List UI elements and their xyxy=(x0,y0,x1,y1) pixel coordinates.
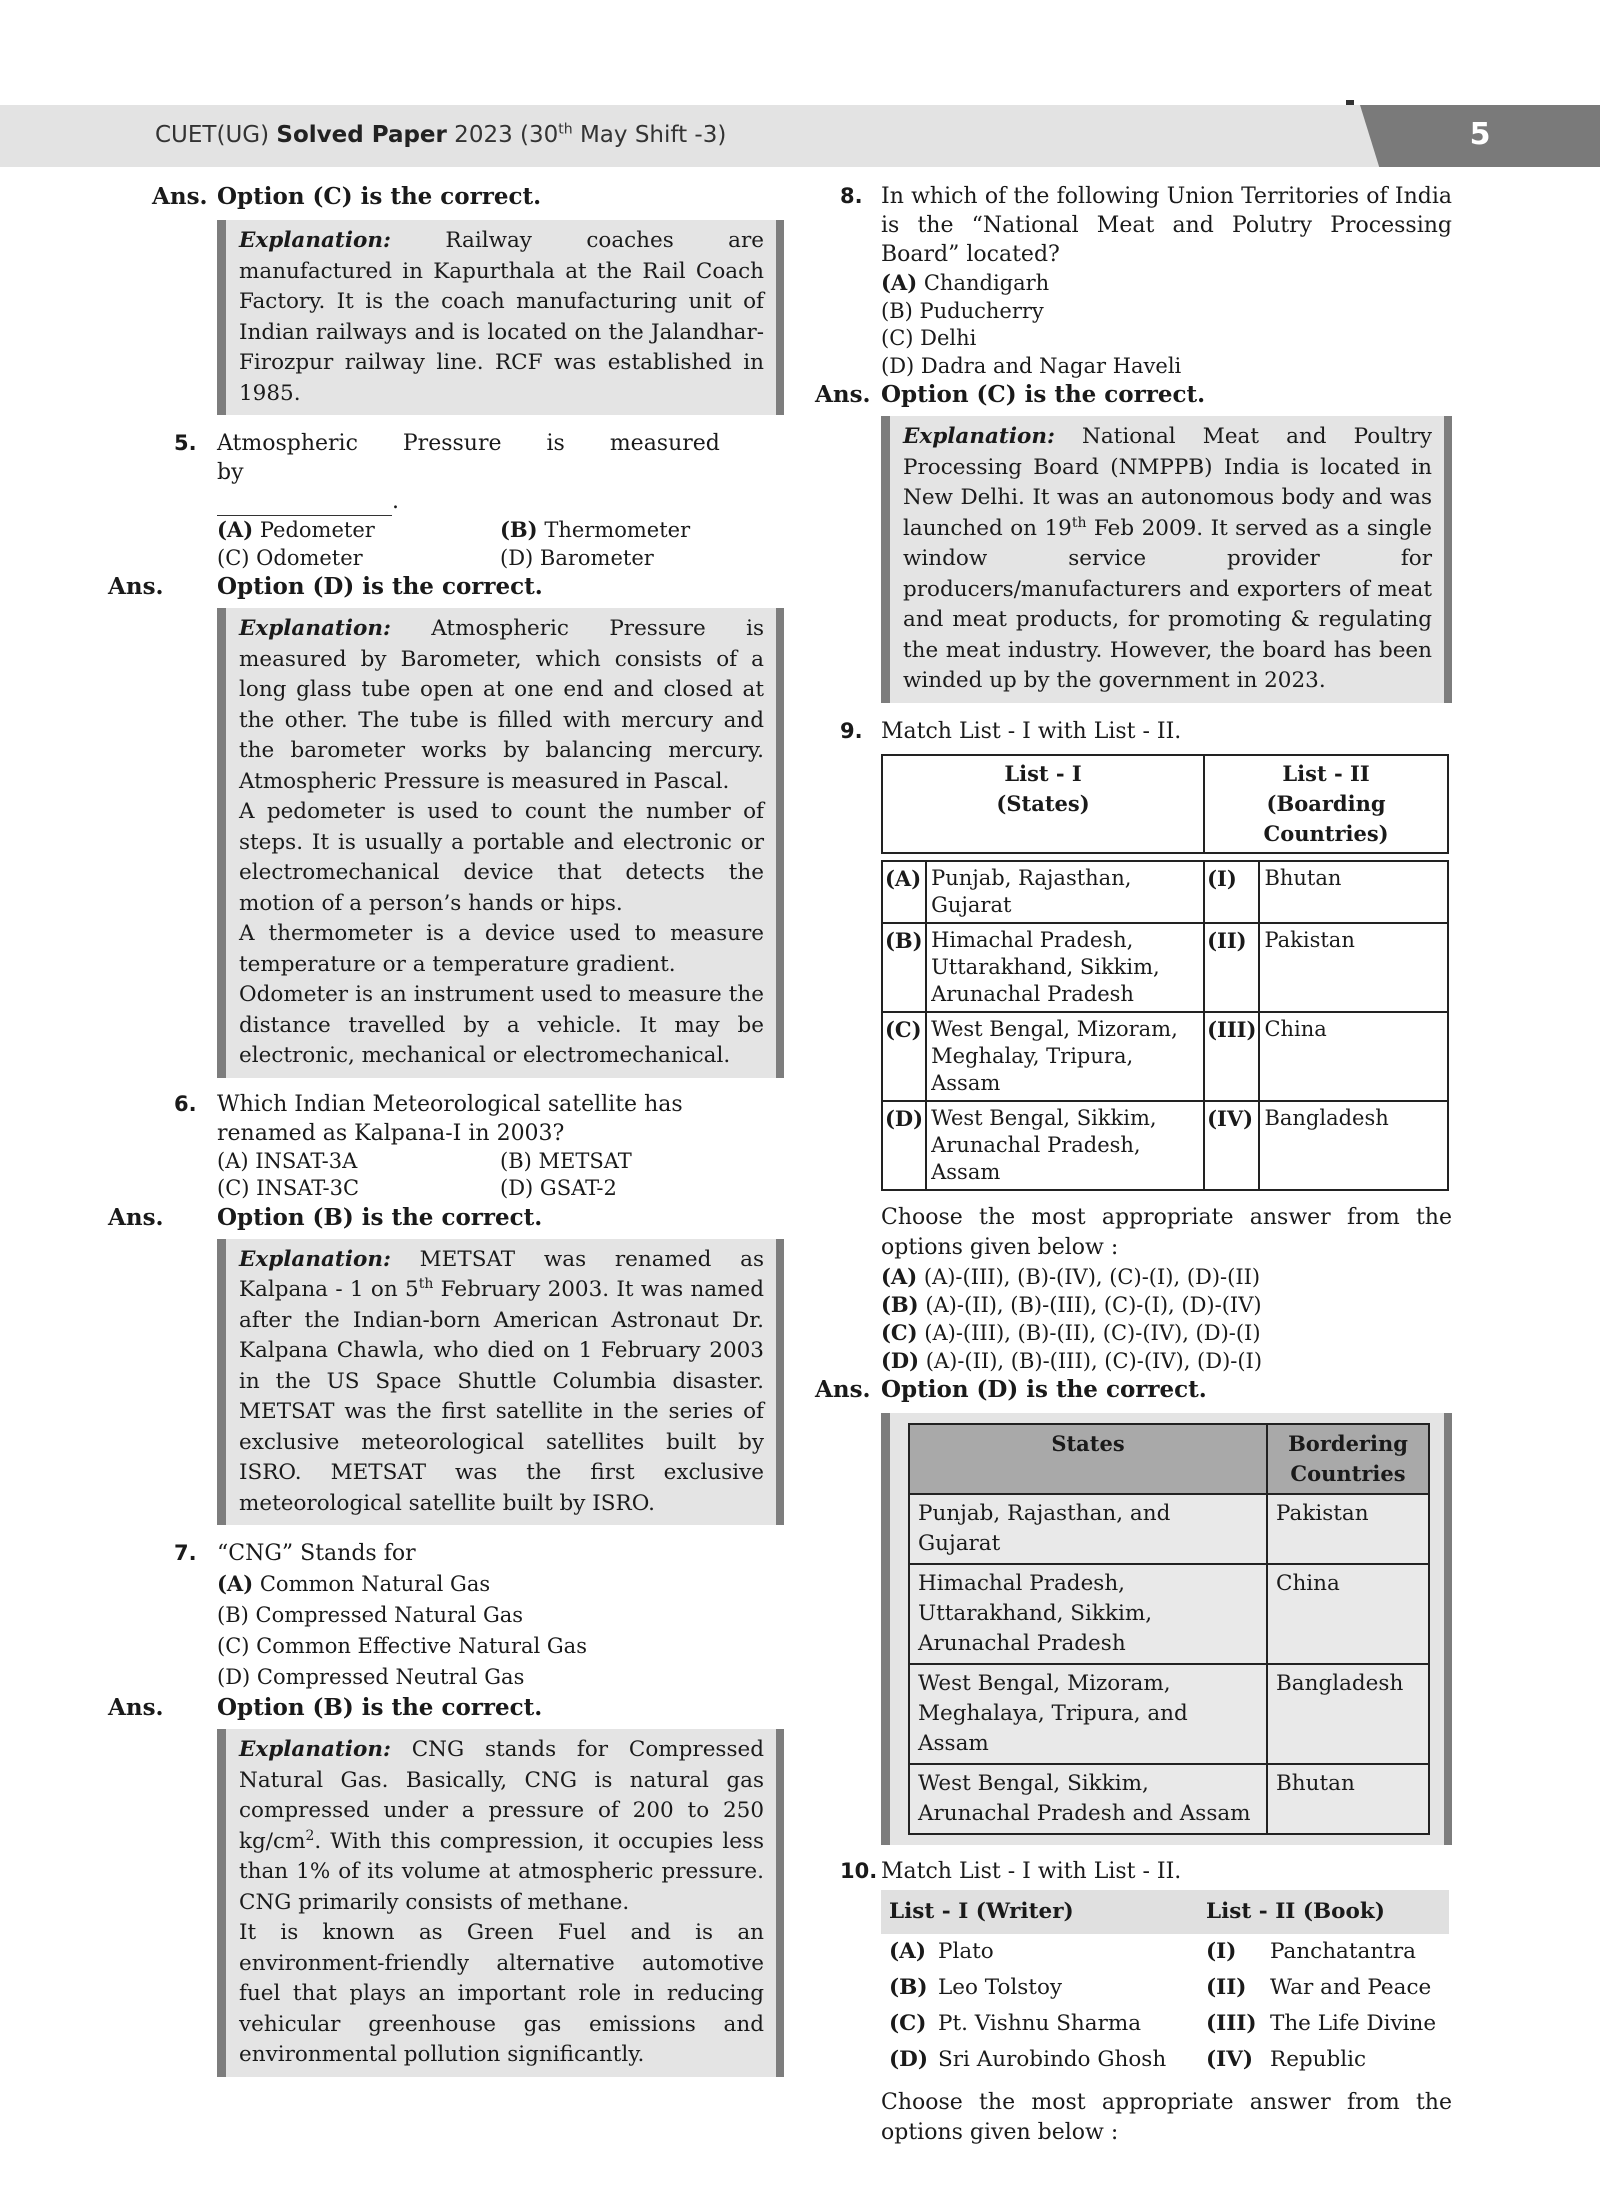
answer-q9: Ans. Option (D) is the correct. xyxy=(815,1375,1207,1403)
explanation-q7: Explanation: CNG stands for Compressed Natural Gas. Basically, CNG is natural gas compressed under a pressure of 200 to 250 $kg/cm^2$. With this compression, it occupies less than 1% of its volume at atmospheric pressure. CNG primarily consists of methane. It is known as Green Fuel and is an environment-friendly alternative automotive fuel that plays an important role in reducing vehicular greenhouse gas emissions and environmental pollution significantly. xyxy=(217,1729,784,2077)
explanation-q4: Explanation: Railway coaches are manufactured in Kapurthala at the Rail Coach Factory. It is the coach manufacturing unit of Indian railways and is located on the Jalandhar-Firozpur railway line. RCF was established in 1985. xyxy=(217,220,784,415)
left-column xyxy=(108,182,784,2077)
option: (B) Puducherry xyxy=(881,298,1044,323)
column-header: Bordering Countries xyxy=(1267,1424,1429,1494)
options-q7 xyxy=(217,1568,784,1693)
option: (C) Common Effective Natural Gas xyxy=(217,1634,587,1658)
option: (B) Thermometer xyxy=(500,517,691,542)
question-text: “CNG” Stands for xyxy=(217,1541,416,1566)
match-table-q10 xyxy=(881,1890,1449,2078)
page-number: 5 xyxy=(1469,117,1491,152)
column-header: List - I (States) xyxy=(882,755,1204,853)
table-row: (D) Sri Aurobindo Ghosh (IV) Republic xyxy=(889,2046,1367,2072)
option: (C) INSAT-3C xyxy=(217,1176,360,1200)
question-text: In which of the following Union Territories of India is the “National Meat and Polutry Processing Board” located? xyxy=(881,184,1452,267)
options-q8 xyxy=(881,269,1452,380)
option: (A) (A)-(III), (B)-(IV), (C)-(I), (D)-(II) xyxy=(881,1263,1261,1289)
table-row: Punjab, Rajasthan, and Gujarat Pakistan xyxy=(909,1494,1429,1564)
table-row: Himachal Pradesh, Uttarakhand, Sikkim, Arunachal Pradesh China xyxy=(909,1564,1429,1664)
option: (C) Delhi xyxy=(881,326,977,350)
answer-blank xyxy=(217,495,392,516)
match-table-q9 xyxy=(881,754,1449,1191)
header-mark xyxy=(1346,100,1354,105)
table-row: (A) Punjab, Rajasthan, Gujarat (I) Bhutan xyxy=(882,861,1448,923)
paper-title: CUET(UG) Solved Paper 2023 (30th May Shift -3) xyxy=(155,121,727,148)
column-header: List - I (Writer) xyxy=(881,1890,1198,1934)
instruction-text: Choose the most appropriate answer from the options given below : xyxy=(881,1204,1452,1260)
table-row: (C) West Bengal, Mizoram, Meghalay, Tripura, Assam (III) China xyxy=(882,1012,1448,1101)
answer-q8: Ans. Option (C) is the correct. xyxy=(815,381,1206,408)
table-row: (B) Himachal Pradesh, Uttarakhand, Sikkim, Arunachal Pradesh (II) Pakistan xyxy=(882,923,1448,1012)
options-q5 xyxy=(217,516,784,572)
question-text: Match List - I with List - II. xyxy=(881,1858,1182,1884)
table-row: West Bengal, Mizoram, Meghalaya, Tripura, and Assam Bangladesh xyxy=(909,1664,1429,1764)
column-header: List - II (Boarding Countries) xyxy=(1204,755,1448,853)
option: (C) (A)-(III), (B)-(II), (C)-(IV), (D)-(I) xyxy=(881,1319,1261,1345)
option: (B) Compressed Natural Gas xyxy=(217,1603,524,1627)
answer-q6: Ans. Option (B) is the correct. xyxy=(108,1203,543,1231)
option: (D) Compressed Neutral Gas xyxy=(217,1665,525,1689)
option: (B) (A)-(II), (B)-(III), (C)-(I), (D)-(IV) xyxy=(881,1291,1262,1317)
table-row: (C) Pt. Vishnu Sharma (III) The Life Divine xyxy=(889,2010,1437,2036)
table-row: (D) West Bengal, Sikkim, Arunachal Pradesh, Assam (IV) Bangladesh xyxy=(882,1101,1448,1190)
table-row: (B) Leo Tolstoy (II) War and Peace xyxy=(889,1974,1432,2000)
table-row: (A) Plato (I) Panchatantra xyxy=(889,1938,1416,1964)
options-q6 xyxy=(217,1148,784,1203)
question-5: 5. Atmospheric Pressure is measured by . xyxy=(154,429,784,516)
explanation-q8: Explanation: National Meat and Poultry Processing Board (NMPPB) India is located in New Delhi. It was an autonomous body and was launched on 19th Feb 2009. It served as a single window service provider for producers/manufacturers and exporters of meat and meat products, for promoting & regulating the meat industry. However, the board has been winded up by the government in 2023. xyxy=(881,416,1452,703)
option: (D) (A)-(II), (B)-(III), (C)-(IV), (D)-(I) xyxy=(881,1347,1263,1373)
answer-q7: Ans. Option (B) is the correct. xyxy=(108,1694,543,1721)
question-10: 10. Match List - I with List - II. xyxy=(818,1857,1452,1886)
ans-label: Ans. xyxy=(152,183,208,210)
explanation-q6: Explanation: METSAT was renamed as Kalpana - 1 on 5th February 2003. It was named after the Indian-born American Astronaut Dr. Kalpana Chawla, who died on 1 February 2003 in the US Space Shuttle Columbia disaster. METSAT was the first satellite in the series of exclusive meteorological satellites built by ISRO. METSAT was the first exclusive meteorological satellite built by ISRO. xyxy=(217,1239,784,1526)
option: (D) Barometer xyxy=(500,545,654,570)
question-9: 9. Match List - I with List - II. xyxy=(818,717,1452,746)
question-7: 7. “CNG” Stands for xyxy=(154,1539,784,1568)
column-header: States xyxy=(909,1424,1267,1494)
option: (A) INSAT-3A xyxy=(217,1148,358,1173)
table-row: West Bengal, Sikkim, Arunachal Pradesh and Assam Bhutan xyxy=(909,1764,1429,1834)
option: (C) Odometer xyxy=(217,545,363,570)
explanation-q5: Explanation: Atmospheric Pressure is measured by Barometer, which consists of a long glass tube open at one end and closed at the other. The tube is filled with mercury and the barometer works by balancing mercury. Atmospheric Pressure is measured in Pascal. A pedometer is used to count the number of steps. It is usually a portable and electronic or electromechanical device that detects the motion of a person’s hands or hips. A thermometer is a device used to measure temperature or a temperature gradient. Odometer is an instrument used to measure the distance travelled by a vehicle. It may be electronic, mechanical or electromechanical. xyxy=(217,608,784,1078)
option: (A) Pedometer xyxy=(217,517,375,542)
question-text: Which Indian Meteorological satellite has renamed as Kalpana-I in 2003? xyxy=(217,1091,683,1146)
solution-table-q9 xyxy=(881,1413,1452,1845)
option: (A) Common Natural Gas xyxy=(217,1571,491,1596)
column-header: List - II (Book) xyxy=(1198,1890,1449,1934)
option: (D) GSAT-2 xyxy=(500,1176,617,1200)
options-q9 xyxy=(881,1263,1452,1375)
question-6: 6. Which Indian Meteorological satellite has renamed as Kalpana-I in 2003? xyxy=(154,1090,784,1148)
option: (D) Dadra and Nagar Haveli xyxy=(881,353,1182,378)
option: (B) METSAT xyxy=(500,1148,632,1173)
right-column xyxy=(815,182,1452,2148)
option: (A) Chandigarh xyxy=(881,270,1050,295)
question-text: Match List - I with List - II. xyxy=(881,718,1182,744)
answer-q4: Ans. Option (C) is the correct. xyxy=(152,183,542,210)
answer-q5: Ans. Option (D) is the correct. xyxy=(108,573,543,600)
question-text: Atmospheric Pressure is measured by xyxy=(217,431,720,485)
question-8: 8. In which of the following Union Territories of India is the “National Meat and Polutry Processing Board” located? xyxy=(840,184,1452,267)
instruction-text: Choose the most appropriate answer from the options given below : xyxy=(881,2089,1452,2145)
